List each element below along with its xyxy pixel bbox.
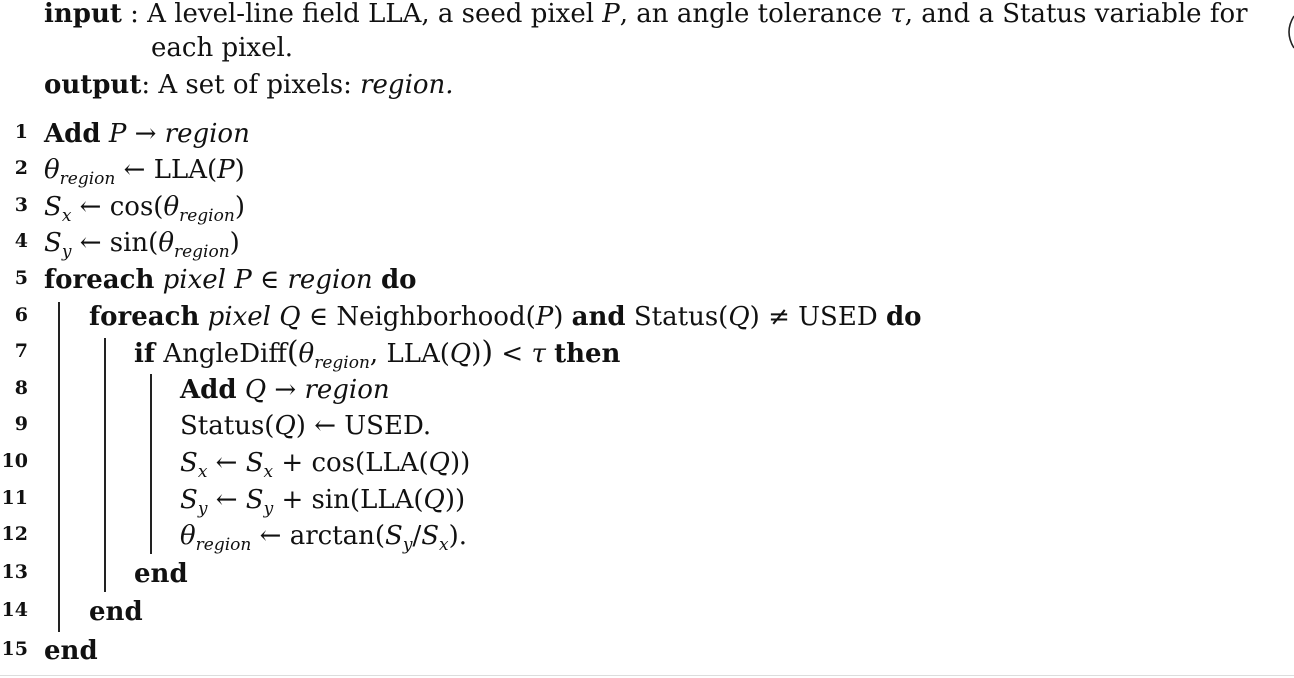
arrow: ← bbox=[79, 192, 102, 222]
sub-y: y bbox=[402, 535, 413, 555]
line-number: 1 bbox=[14, 121, 28, 143]
line-number: 6 bbox=[14, 304, 28, 326]
fn-cos: cos bbox=[109, 192, 154, 222]
sub-x: x bbox=[439, 535, 449, 555]
sub-y: y bbox=[197, 499, 208, 519]
var-q: Q bbox=[279, 302, 301, 332]
line-15: end bbox=[44, 636, 98, 666]
sub-y: y bbox=[61, 242, 72, 262]
fn-cos: cos bbox=[311, 448, 356, 478]
line-number: 4 bbox=[14, 230, 28, 252]
bottom-rule bbox=[0, 675, 1294, 676]
var-tau: τ bbox=[531, 339, 546, 369]
input-text-4: each pixel. bbox=[151, 33, 294, 63]
block-bar-if bbox=[150, 374, 152, 554]
line-number: 11 bbox=[1, 487, 28, 509]
kw-add: Add bbox=[180, 375, 237, 405]
line-6: foreach pixel Q ∈ Neighborhood(P) and Status(Q) ≠ USED do bbox=[89, 302, 922, 332]
arrow: ← bbox=[215, 448, 238, 478]
var-region: region bbox=[287, 265, 373, 295]
input-label: input bbox=[44, 0, 122, 29]
var-s: S bbox=[245, 448, 264, 478]
block-bar-foreach-inner bbox=[104, 338, 106, 592]
var-theta: θ bbox=[158, 228, 174, 258]
block-bar-foreach-outer bbox=[58, 302, 60, 632]
fn-sin: sin bbox=[311, 485, 350, 515]
sub-y: y bbox=[263, 499, 274, 519]
fn-lla: LLA bbox=[386, 339, 440, 369]
sym-lt: < bbox=[501, 339, 524, 369]
fn-lla: LLA bbox=[365, 448, 419, 478]
fn-status: Status bbox=[180, 411, 265, 441]
var-s: S bbox=[245, 485, 264, 515]
line-number: 3 bbox=[14, 194, 28, 216]
word-pixel: pixel bbox=[162, 265, 226, 295]
kw-and: and bbox=[571, 302, 626, 332]
var-s: S bbox=[44, 192, 62, 222]
var-q: Q bbox=[423, 485, 445, 515]
var-q: Q bbox=[728, 302, 750, 332]
output-line bbox=[44, 68, 454, 102]
sub-region: region bbox=[314, 353, 370, 373]
arrow: ← bbox=[259, 521, 282, 551]
arrow: ← bbox=[123, 155, 146, 185]
const-used: USED. bbox=[344, 411, 432, 441]
var-q: Q bbox=[428, 448, 450, 478]
kw-foreach: foreach bbox=[89, 302, 200, 332]
var-theta: θ bbox=[298, 339, 315, 369]
line-number: 8 bbox=[14, 377, 28, 399]
var-q: Q bbox=[449, 339, 472, 369]
line-13: end bbox=[134, 559, 188, 589]
line-number: 14 bbox=[1, 599, 28, 621]
kw-foreach: foreach bbox=[44, 265, 155, 295]
input-text-2: , an angle tolerance bbox=[619, 0, 883, 29]
sub-x: x bbox=[61, 206, 72, 226]
sub-region: region bbox=[59, 169, 116, 189]
line-10: $S_x$ ← $S_x + \cos(LLA(Q))$ bbox=[180, 448, 471, 482]
line-2: $\theta_{region}$ ← LLA(P) bbox=[44, 155, 245, 189]
var-p: P bbox=[217, 155, 235, 185]
fn-sin: sin bbox=[109, 228, 149, 258]
input-text-1: : A level-line field LLA, a seed pixel bbox=[130, 0, 595, 29]
fn-neighborhood: Neighborhood bbox=[336, 302, 526, 332]
line-3: $S_x$ ← $\cos(\theta_{region})$ bbox=[44, 192, 245, 226]
var-p: P bbox=[535, 302, 554, 332]
output-label: output bbox=[44, 70, 142, 100]
input-line-2 bbox=[151, 31, 293, 65]
fn-arctan: arctan bbox=[289, 521, 375, 551]
var-p: P bbox=[234, 265, 252, 295]
arrow: ← bbox=[215, 485, 238, 515]
sub-x: x bbox=[263, 462, 274, 482]
line-12: $\theta_{region}$ ← $\arctan(S_y/S_x)$. bbox=[180, 521, 468, 555]
output-region: region. bbox=[360, 70, 454, 100]
var-region: region bbox=[164, 119, 250, 149]
input-line bbox=[44, 0, 1248, 31]
line-4: $S_y$ ← $\sin(\theta_{region})$ bbox=[44, 228, 240, 262]
kw-do: do bbox=[885, 302, 922, 332]
arrow: → bbox=[274, 375, 297, 405]
line-number: 15 bbox=[1, 638, 28, 660]
line-1 bbox=[44, 117, 250, 151]
kw-then: then bbox=[554, 339, 621, 369]
line-number: 7 bbox=[14, 340, 28, 362]
var-q: Q bbox=[244, 375, 267, 405]
sym-plus: + bbox=[281, 485, 304, 515]
const-used: USED bbox=[798, 302, 878, 332]
line-11: $S_y$ ← $S_y + \sin(LLA(Q))$ bbox=[180, 485, 466, 519]
sub-region: region bbox=[179, 206, 235, 226]
var-theta: θ bbox=[163, 192, 180, 222]
line-14: end bbox=[89, 597, 143, 627]
sub-region: region bbox=[195, 535, 252, 555]
input-text-3: , and a Status variable for bbox=[904, 0, 1248, 29]
kw-add: Add bbox=[44, 119, 101, 149]
var-region: region bbox=[304, 375, 390, 405]
line-7: if $AngleDiff(\theta_{region}$, LLA(Q)) < τ then bbox=[134, 335, 621, 373]
output-text: : A set of pixels: bbox=[141, 70, 352, 100]
var-s: S bbox=[180, 485, 198, 515]
kw-do: do bbox=[380, 265, 417, 295]
input-p: P bbox=[602, 0, 620, 29]
sub-x: x bbox=[197, 462, 208, 482]
word-pixel: pixel bbox=[207, 302, 271, 332]
sym-in: ∈ bbox=[259, 265, 280, 295]
sym-in: ∈ bbox=[308, 302, 329, 332]
fn-lla: LLA bbox=[360, 485, 414, 515]
line-8 bbox=[180, 373, 390, 407]
arrow: ← bbox=[79, 228, 102, 258]
line-number: 5 bbox=[14, 267, 28, 289]
sub-region: region bbox=[173, 242, 230, 262]
kw-if: if bbox=[134, 339, 156, 369]
var-s: S bbox=[180, 448, 198, 478]
var-q: Q bbox=[274, 411, 296, 441]
line-number: 10 bbox=[1, 450, 28, 472]
line-number: 13 bbox=[1, 561, 28, 583]
fn-anglediff: AngleDiff bbox=[163, 339, 287, 369]
var-p: P bbox=[108, 119, 127, 149]
fn-status: Status bbox=[633, 302, 719, 332]
line-number: 2 bbox=[14, 157, 28, 179]
arrow: → bbox=[134, 119, 157, 149]
partial-bracket-icon bbox=[1282, 14, 1294, 50]
line-9: Status(Q) ← USED. bbox=[180, 411, 432, 441]
var-s: S bbox=[44, 228, 62, 258]
line-5 bbox=[44, 263, 416, 297]
sym-neq: ≠ bbox=[768, 302, 790, 332]
var-s: S bbox=[421, 521, 440, 551]
var-theta: θ bbox=[180, 521, 196, 551]
arrow: ← bbox=[314, 411, 336, 441]
line-number: 12 bbox=[1, 523, 28, 545]
line-number: 9 bbox=[14, 413, 28, 435]
fn-lla: LLA bbox=[153, 155, 207, 185]
sym-plus: + bbox=[281, 448, 304, 478]
input-tau: τ bbox=[890, 0, 905, 29]
var-s: S bbox=[385, 521, 403, 551]
var-theta: θ bbox=[44, 155, 60, 185]
